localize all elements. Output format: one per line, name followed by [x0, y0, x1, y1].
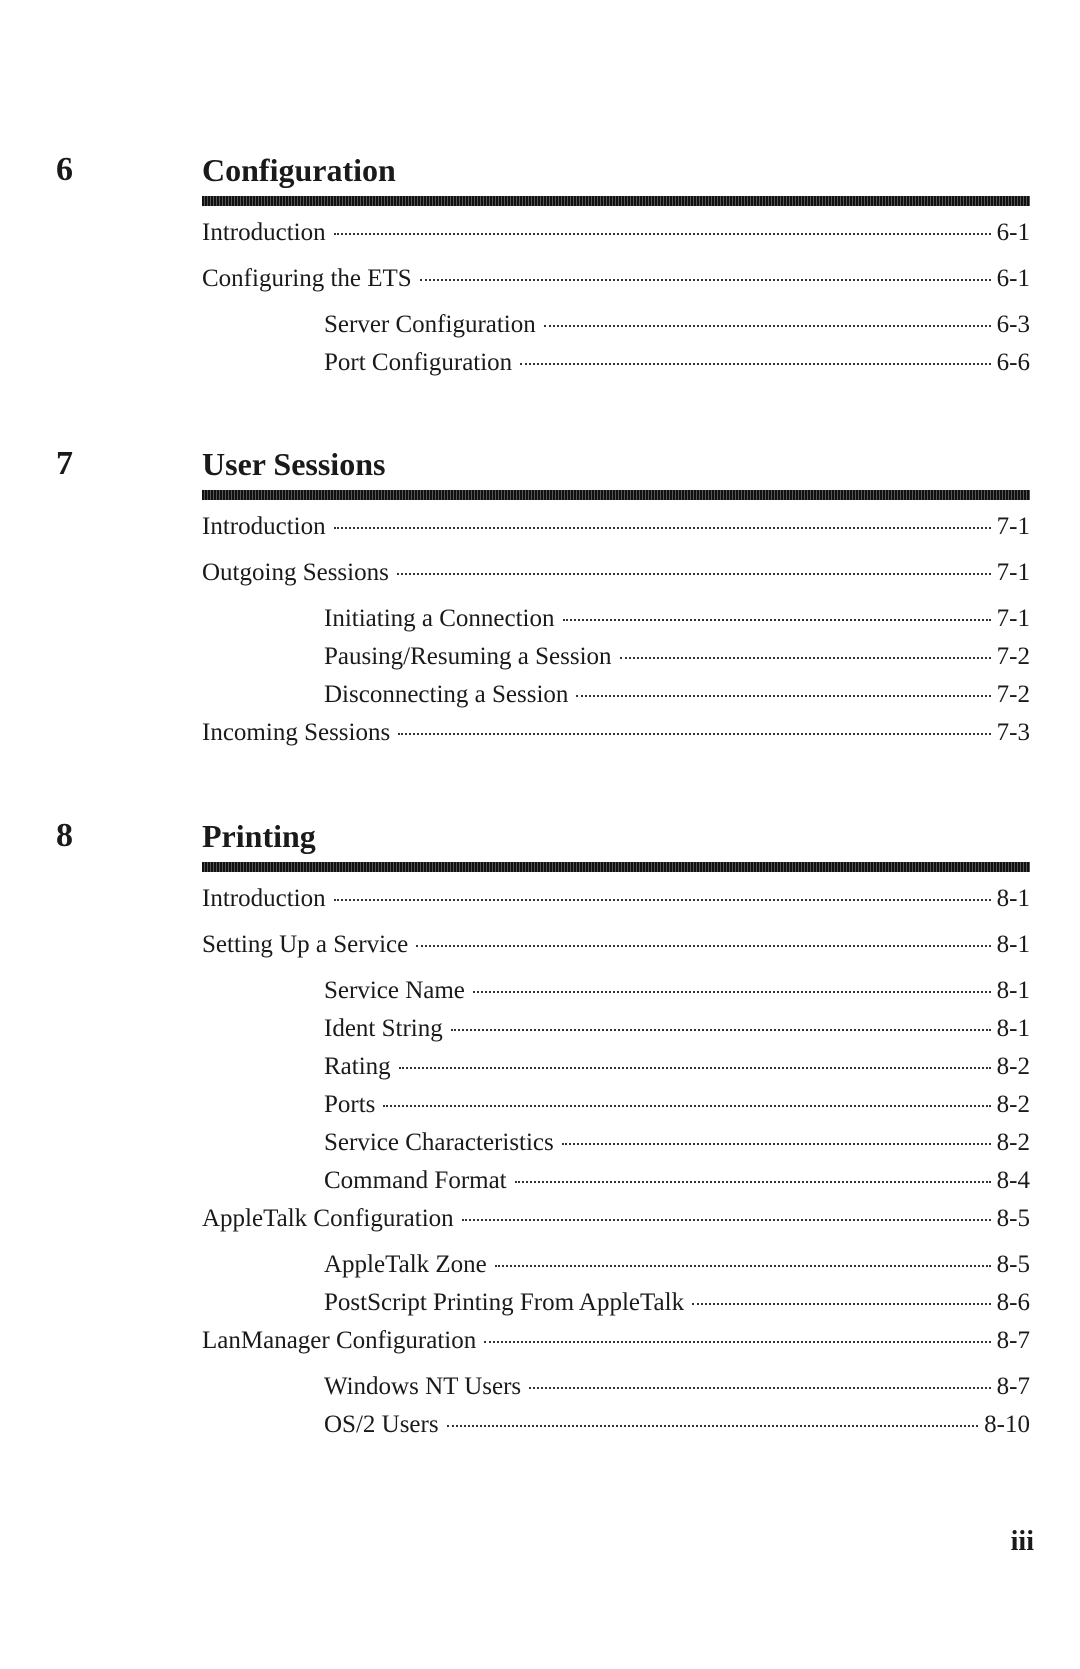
toc-entry-text: Incoming Sessions [202, 719, 391, 746]
toc-subentry[interactable] [324, 1286, 1030, 1320]
toc-entry-page: 7-3 [996, 719, 1030, 746]
dot-leader [420, 275, 991, 281]
toc-entry-page: 7-2 [996, 643, 1030, 670]
dot-leader [515, 1177, 991, 1183]
dot-leader [397, 569, 991, 575]
dot-leader [334, 895, 991, 901]
toc-entry-text: Outgoing Sessions [202, 559, 389, 586]
toc-entry-text: Ports [324, 1091, 376, 1118]
dot-leader [563, 615, 991, 621]
dot-leader [473, 987, 991, 993]
toc-subentry[interactable] [324, 1164, 1030, 1198]
chapter-title: Printing [202, 818, 316, 854]
toc-entry-text: AppleTalk Zone [324, 1251, 487, 1278]
dot-leader [447, 1421, 979, 1427]
toc-entry-text: OS/2 Users [324, 1411, 439, 1438]
dot-leader [334, 229, 991, 235]
chapter-rule [202, 490, 1030, 500]
toc-entry-page: 8-5 [996, 1251, 1030, 1278]
chapter-rule [202, 862, 1030, 872]
toc-entry-text: Introduction [202, 219, 326, 246]
dot-leader [692, 1299, 991, 1305]
toc-entry-page: 7-1 [996, 513, 1030, 540]
toc-subentry[interactable] [324, 640, 1030, 674]
page-number: iii [1010, 1526, 1034, 1557]
dot-leader [620, 653, 991, 659]
chapter-number: 8 [56, 817, 73, 854]
toc-entry[interactable] [202, 1202, 1030, 1236]
dot-leader [529, 1383, 991, 1389]
toc-entry-page: 8-6 [996, 1289, 1030, 1316]
toc-entry-text: Initiating a Connection [324, 605, 555, 632]
chapter-number: 6 [56, 151, 73, 188]
toc-entry-text: Introduction [202, 513, 326, 540]
toc-entry[interactable] [202, 928, 1030, 962]
toc-entry[interactable] [202, 262, 1030, 296]
dot-leader [334, 523, 991, 529]
toc-entry-page: 6-3 [996, 311, 1030, 338]
toc-entry-text: Setting Up a Service [202, 931, 409, 958]
chapter-title: User Sessions [202, 446, 386, 482]
dot-leader [495, 1261, 991, 1267]
toc-subentry[interactable] [324, 974, 1030, 1008]
chapter-rule [202, 196, 1030, 206]
toc-entry-page: 7-1 [996, 605, 1030, 632]
toc-entry-text: Service Name [324, 977, 465, 1004]
toc-entry-page: 8-2 [996, 1053, 1030, 1080]
toc-subentry[interactable] [324, 678, 1030, 712]
toc-entry-text: Port Configuration [324, 349, 513, 376]
toc-entry[interactable] [202, 216, 1030, 250]
toc-entry-text: Introduction [202, 885, 326, 912]
toc-entry-text: Ident String [324, 1015, 443, 1042]
toc-entry-page: 6-1 [996, 219, 1030, 246]
toc-entry-page: 8-1 [996, 931, 1030, 958]
toc-entry[interactable] [202, 882, 1030, 916]
toc-entry-page: 8-7 [996, 1373, 1030, 1400]
toc-entry-page: 6-1 [996, 265, 1030, 292]
toc-subentry[interactable] [324, 1248, 1030, 1282]
toc-entry-page: 8-2 [996, 1129, 1030, 1156]
dot-leader [544, 321, 991, 327]
toc-entry-page: 8-4 [996, 1167, 1030, 1194]
toc-entry-text: Rating [324, 1053, 391, 1080]
toc-entry-text: PostScript Printing From AppleTalk [324, 1289, 685, 1316]
toc-subentry[interactable] [324, 1408, 1030, 1442]
toc-subentry[interactable] [324, 602, 1030, 636]
toc-entry-page: 7-1 [996, 559, 1030, 586]
toc-subentry[interactable] [324, 346, 1030, 380]
dot-leader [416, 941, 990, 947]
toc-subentry[interactable] [324, 1012, 1030, 1046]
dot-leader [398, 729, 990, 735]
dot-leader [484, 1337, 990, 1343]
toc-entry-text: Server Configuration [324, 311, 536, 338]
toc-subentry[interactable] [324, 1126, 1030, 1160]
toc-entry-page: 8-1 [996, 1015, 1030, 1042]
dot-leader [451, 1025, 991, 1031]
toc-entry-page: 8-10 [984, 1411, 1030, 1438]
toc-entry[interactable] [202, 510, 1030, 544]
toc-entry[interactable] [202, 1324, 1030, 1358]
toc-entry-page: 7-2 [996, 681, 1030, 708]
dot-leader [399, 1063, 991, 1069]
dot-leader [562, 1139, 991, 1145]
toc-entry-text: Command Format [324, 1167, 507, 1194]
toc-entry-text: Windows NT Users [324, 1373, 522, 1400]
dot-leader [576, 691, 990, 697]
toc-subentry[interactable] [324, 1088, 1030, 1122]
toc-entry-text: AppleTalk Configuration [202, 1205, 454, 1232]
toc-entry-text: Pausing/Resuming a Session [324, 643, 612, 670]
toc-entry-text: LanManager Configuration [202, 1327, 477, 1354]
toc-entry-page: 8-1 [996, 885, 1030, 912]
dot-leader [462, 1215, 991, 1221]
dot-leader [383, 1101, 990, 1107]
chapter-title: Configuration [202, 152, 396, 188]
toc-entry-page: 8-2 [996, 1091, 1030, 1118]
toc-subentry[interactable] [324, 308, 1030, 342]
toc-subentry[interactable] [324, 1370, 1030, 1404]
dot-leader [520, 359, 990, 365]
chapter-number: 7 [56, 445, 73, 482]
toc-entry-text: Disconnecting a Session [324, 681, 569, 708]
toc-entry-text: Service Characteristics [324, 1129, 554, 1156]
toc-entry-page: 6-6 [996, 349, 1030, 376]
toc-entry-text: Configuring the ETS [202, 265, 412, 292]
toc-entry[interactable] [202, 556, 1030, 590]
toc-entry-page: 8-7 [996, 1327, 1030, 1354]
toc-entry[interactable] [202, 716, 1030, 750]
toc-subentry[interactable] [324, 1050, 1030, 1084]
toc-entry-page: 8-1 [996, 977, 1030, 1004]
toc-entry-page: 8-5 [996, 1205, 1030, 1232]
